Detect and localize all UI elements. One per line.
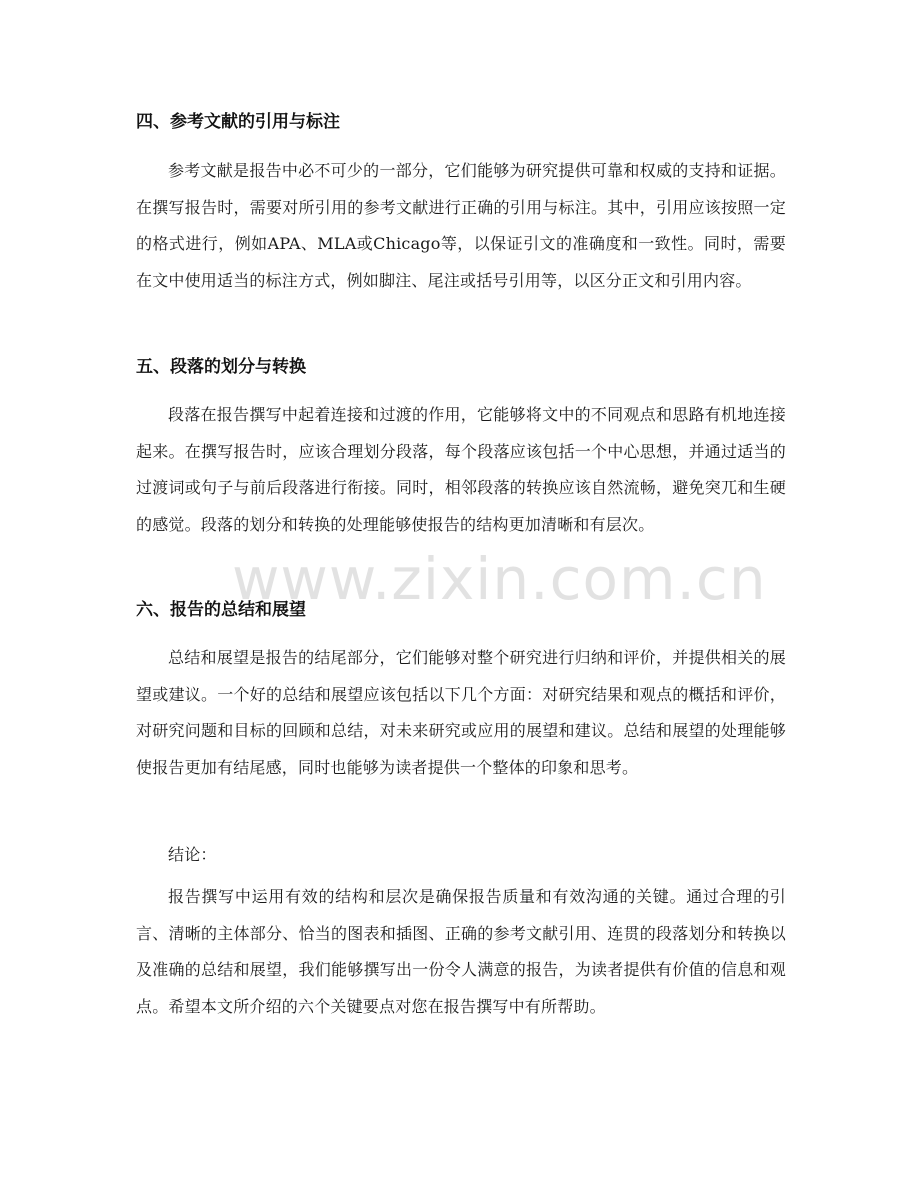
section-heading-references: 四、参考文献的引用与标注: [136, 112, 340, 132]
conclusion-label: 结论：: [168, 845, 217, 864]
watermark: www.zixin.com.cn: [232, 545, 767, 613]
conclusion-body: 报告撰写中运用有效的结构和层次是确保报告质量和有效沟通的关键。通过合理的引言、清晰的主体部分、恰当的图表和插图、正确的参考文献引用、连贯的段落划分和转换以及准确的总结和展望，我们能够撰写出一份令人满意的报告，为读者提供有价值的信息和观点。希望本文所介绍的六个关键要点对您在报告撰写中有所帮助。: [136, 887, 786, 1016]
section-body-references: 参考文献是报告中必不可少的一部分，它们能够为研究提供可靠和权威的支持和证据。在撰写报告时，需要对所引用的参考文献进行正确的引用与标注。其中，引用应该按照一定的格式进行，例如APA、MLA或Chicago等，以保证引文的准确度和一致性。同时，需要在文中使用适当的标注方式，例如脚注、尾注或括号引用等，以区分正文和引用内容。: [136, 161, 786, 290]
section-body-paragraphs: 段落在报告撰写中起着连接和过渡的作用，它能够将文中的不同观点和思路有机地连接起来。在撰写报告时，应该合理划分段落，每个段落应该包括一个中心思想，并通过适当的过渡词或句子与前后段落进行衔接。同时，相邻段落的转换应该自然流畅，避免突兀和生硬的感觉。段落的划分和转换的处理能够使报告的结构更加清晰和有层次。: [136, 405, 786, 534]
section-heading-summary: 六、报告的总结和展望: [136, 600, 306, 620]
section-body-summary: 总结和展望是报告的结尾部分，它们能够对整个研究进行归纳和评价，并提供相关的展望或建议。一个好的总结和展望应该包括以下几个方面：对研究结果和观点的概括和评价，对研究问题和目标的回顾和总结，对未来研究或应用的展望和建议。总结和展望的处理能够使报告更加有结尾感，同时也能够为读者提供一个整体的印象和思考。: [136, 648, 786, 777]
section-heading-paragraphs: 五、段落的划分与转换: [136, 357, 306, 377]
